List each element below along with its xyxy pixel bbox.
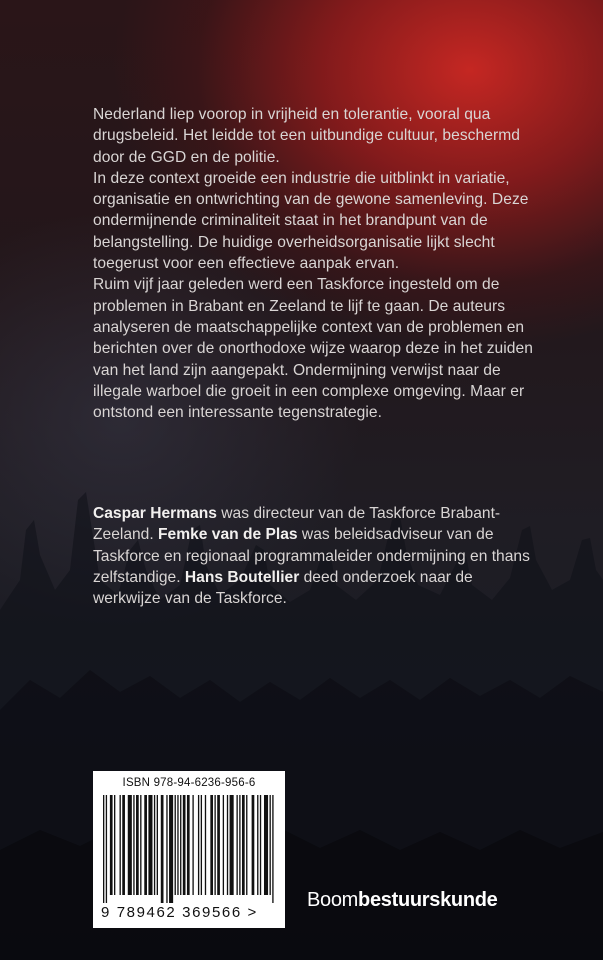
barcode-bar: [242, 795, 245, 895]
publisher-logo: [307, 889, 498, 912]
barcode-bar: [136, 795, 139, 895]
barcode-bar: [205, 795, 206, 895]
author-name-1: Caspar Hermans: [93, 505, 217, 522]
barcode-bar: [154, 795, 155, 895]
back-cover-blurb: [93, 104, 533, 423]
author-bio-3: deed onderzoek naar de werkwijze van de Taskforce.: [93, 568, 473, 608]
crowd-silhouette-background: [0, 380, 603, 960]
barcode-bar: [246, 795, 247, 895]
author-bios: [93, 503, 533, 609]
barcode-bar: [114, 795, 115, 895]
barcode-bar: [270, 795, 271, 895]
barcode-bar: [110, 795, 113, 895]
barcode-bar: [177, 795, 178, 895]
barcode-bar: [187, 795, 190, 895]
publisher-logo-light: Boom: [307, 889, 359, 911]
publisher-logo-bold: bestuurskunde: [358, 889, 498, 911]
barcode-bar: [140, 795, 141, 895]
barcode-bar: [223, 795, 224, 895]
barcode-bar: [239, 795, 240, 895]
barcode-bar: [257, 795, 258, 895]
barcode-bar: [183, 795, 186, 895]
barcode-bar: [230, 795, 234, 895]
barcode-bar: [210, 795, 213, 895]
barcode-bar: [144, 795, 147, 895]
barcode-bar: [217, 795, 220, 895]
barcode-bar: [192, 795, 193, 895]
barcode-bar: [106, 795, 107, 903]
barcode-bar: [157, 795, 158, 895]
blurb-paragraph-3: Ruim vijf jaar geleden werd een Taskforce ingesteld om de problemen in Brabant en Zeeland te lijf te gaan. De auteurs analyseren de maatschappelijke context van de problemen en berichten over de onorthodoxe wijze waarop deze in het zuiden van het land zijn aangepakt. Ondermijning verwijst naar de illegale warboel die groeit in een complexe omgeving. Maar er ontstond een interessante tegenstrategie.: [93, 276, 533, 422]
barcode-bar: [272, 795, 273, 903]
barcode-bar: [169, 795, 173, 903]
barcode-bar: [103, 795, 104, 903]
barcode-bar: [122, 795, 125, 895]
blurb-paragraph-1: Nederland liep voorop in vrijheid en tolerantie, vooral qua drugsbeleid. Het leidde tot een uitbundige cultuur, beschermd door de GGD en de politie.: [93, 106, 520, 166]
barcode-bar: [175, 795, 176, 895]
barcode-bar: [120, 795, 121, 895]
barcode-bar: [133, 795, 134, 895]
barcode-bar: [180, 795, 181, 895]
barcode-bar: [227, 795, 228, 895]
barcode-bars: [103, 795, 275, 903]
author-bio-1: was directeur van de Taskforce Brabant-Zeeland.: [93, 505, 501, 544]
author-name-2: Femke van de Plas: [158, 526, 298, 544]
barcode-bar: [214, 795, 215, 895]
author-name-3: Hans Boutellier: [184, 568, 300, 586]
barcode-bar: [128, 795, 132, 895]
barcode-bar: [264, 795, 268, 895]
barcode-bar: [236, 795, 237, 895]
barcode-bar: [201, 795, 202, 895]
barcode-bar: [252, 795, 255, 895]
barcode-bar: [198, 795, 199, 895]
barcode-bar: [161, 795, 164, 903]
author-bio-2: was beleidsadviseur van de Taskforce en regionaal programmaleider ondermijning en thans zelfstandige.: [93, 526, 530, 586]
isbn-barcode-box: [93, 771, 285, 928]
barcode-bar: [148, 795, 152, 895]
blurb-paragraph-2: In deze context groeide een industrie die uitblinkt in variatie, organisatie en ontwrichting van de gewone samenleving. Deze ondermijnende criminaliteit staat in het brandpunt van de belangstelling. De huidige overheidsorganisatie lijkt slecht toegerust voor een effectieve aanpak ervan.: [93, 169, 529, 273]
isbn-digits: 9 789462 369566 >: [101, 904, 258, 921]
isbn-label: ISBN 978-94-6236-956-6: [122, 777, 256, 789]
barcode-bar: [260, 795, 261, 895]
barcode-bar: [166, 795, 167, 903]
